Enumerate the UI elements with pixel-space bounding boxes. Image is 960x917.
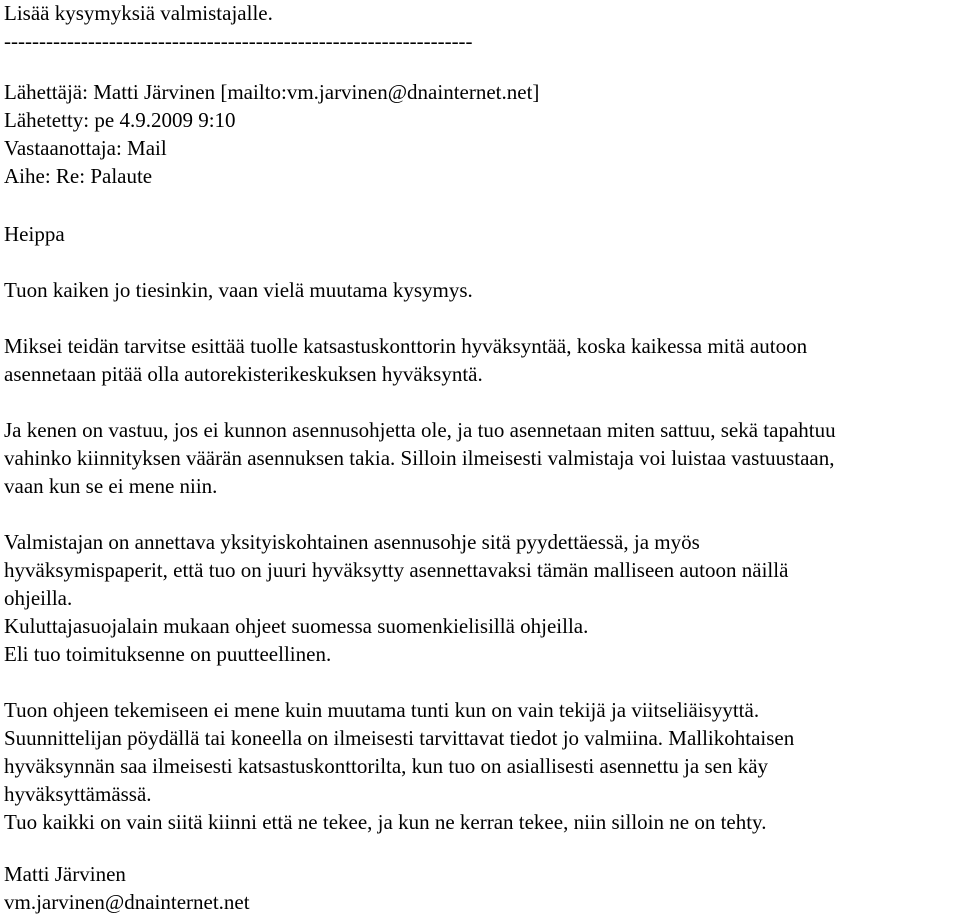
paragraph-line: hyväksymispaperit, että tuo on juuri hyväksytty asennettavaksi tämän malliseen autoon näillä	[4, 558, 789, 582]
paragraph-line: vahinko kiinnityksen väärän asennuksen takia. Silloin ilmeisesti valmistaja voi luistaa vastuustaan,	[4, 446, 835, 470]
signature-email: vm.jarvinen@dnainternet.net	[4, 890, 250, 914]
paragraph-line: Tuo kaikki on vain siitä kiinni että ne tekee, ja kun ne kerran tekee, niin silloin ne on tehty.	[4, 810, 767, 834]
paragraph-line: Kuluttajasuojalain mukaan ohjeet suomessa suomenkielisillä ohjeilla.	[4, 614, 589, 638]
header-to: Vastaanottaja: Mail	[4, 136, 167, 160]
header-sent: Lähetetty: pe 4.9.2009 9:10	[4, 108, 236, 132]
paragraph-line: Tuon ohjeen tekemiseen ei mene kuin muutama tunti kun on vain tekijä ja viitseliäisyyttä.	[4, 698, 760, 722]
signature-name: Matti Järvinen	[4, 862, 126, 886]
paragraph-line: vaan kun se ei mene niin.	[4, 474, 218, 498]
separator-line: -------------------------------------------------------------------	[4, 29, 473, 53]
header-subject: Aihe: Re: Palaute	[4, 164, 153, 188]
paragraph-line: Suunnittelijan pöydällä tai koneella on ilmeisesti tarvittavat tiedot jo valmiina. Mallikohtaisen	[4, 726, 795, 750]
document-heading: Lisää kysymyksiä valmistajalle.	[4, 1, 273, 25]
paragraph-line: Tuon kaiken jo tiesinkin, vaan vielä muutama kysymys.	[4, 278, 473, 302]
paragraph-line: hyväksynnän saa ilmeisesti katsastuskonttorilta, kun tuo on asiallisesti asennettu ja sen käy	[4, 754, 769, 778]
paragraph-line: hyväksyttämässä.	[4, 782, 152, 806]
paragraph-line: Valmistajan on annettava yksityiskohtainen asennusohje sitä pyydettäessä, ja myös	[4, 530, 700, 554]
paragraph-line: Eli tuo toimituksenne on puutteellinen.	[4, 642, 332, 666]
paragraph-line: Ja kenen on vastuu, jos ei kunnon asennusohjetta ole, ja tuo asennetaan miten sattuu, sekä tapahtuu	[4, 418, 836, 442]
greeting: Heippa	[4, 222, 65, 246]
paragraph-line: Miksei teidän tarvitse esittää tuolle katsastuskonttorin hyväksyntää, koska kaikessa mitä autoon	[4, 334, 808, 358]
paragraph-line: asennetaan pitää olla autorekisterikeskuksen hyväksyntä.	[4, 362, 483, 386]
header-from: Lähettäjä: Matti Järvinen [mailto:vm.jarvinen@dnainternet.net]	[4, 80, 540, 104]
paragraph-line: ohjeilla.	[4, 586, 73, 610]
